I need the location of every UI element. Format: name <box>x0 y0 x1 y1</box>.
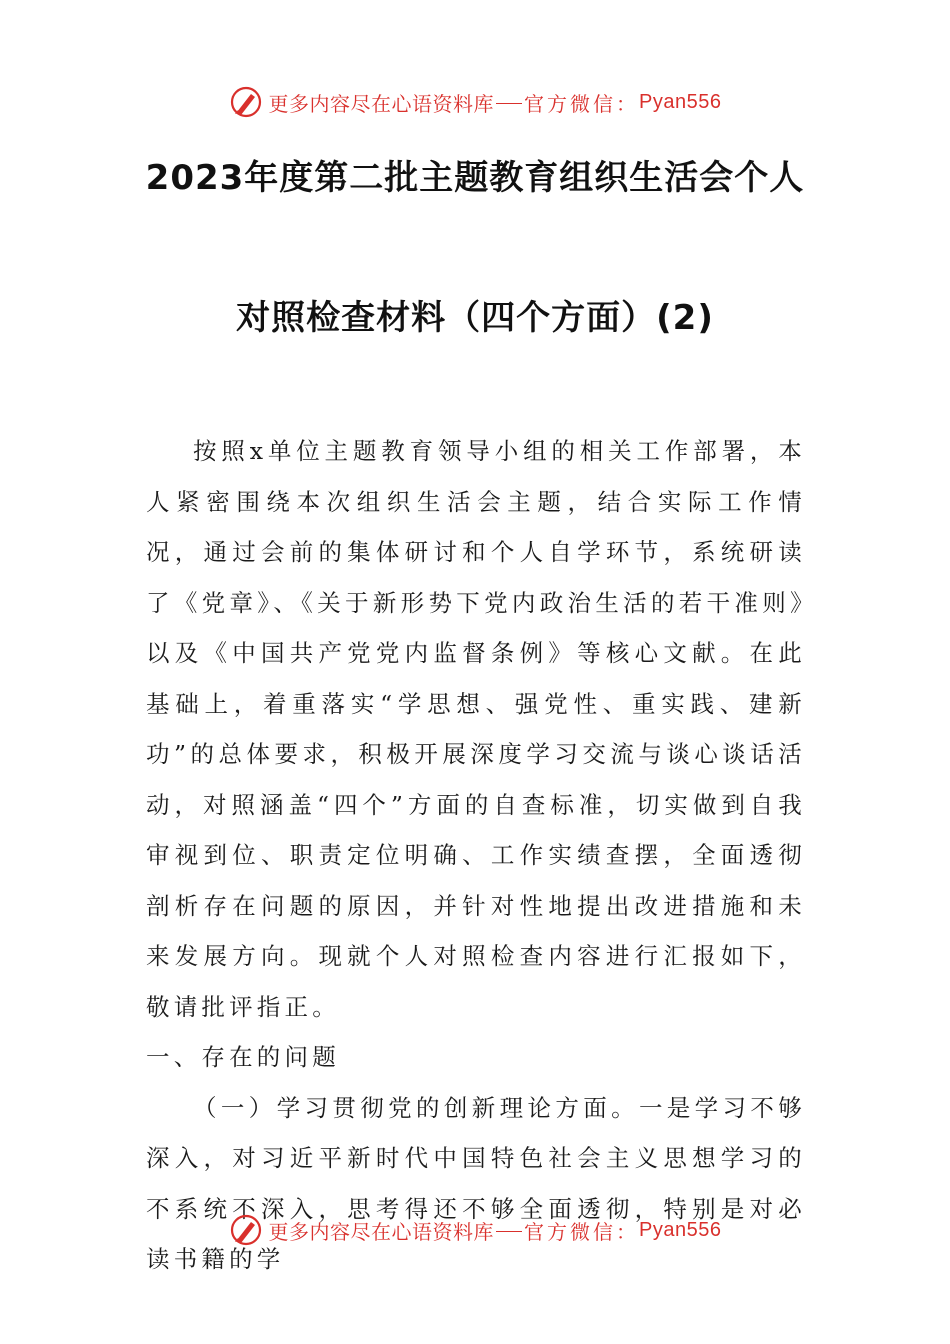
footer-wechat-label: 官方微信： <box>524 1219 640 1244</box>
body-paragraph-study: （一）学习贯彻党的创新理论方面。一是学习不够深入，对习近平新时代中国特色社会主义思想学习的不系统不深入，思考得还不够全面透彻，特别是对必读书籍的学 <box>146 1093 806 1273</box>
footer-dash <box>496 1231 522 1232</box>
footer-wechat-id: Pyan556 <box>639 1218 722 1241</box>
pen-circle-icon <box>229 85 263 119</box>
pen-circle-icon <box>229 1213 263 1247</box>
document-body <box>146 426 806 1285</box>
section-heading-text: 一、存在的问题 <box>146 1043 340 1071</box>
header-watermark-banner <box>0 82 950 122</box>
banner-dash <box>496 103 522 104</box>
document-title-line-1: 2023年度第二批主题教育组织生活会个人 <box>145 158 805 198</box>
body-paragraph-intro: 按照x单位主题教育领导小组的相关工作部署，本人紧密围绕本次组织生活会主题，结合实际工作情况，通过会前的集体研讨和个人自学环节，系统研读了《党章》、《关于新形势下党内政治生活的若干准则》以及《中国共产党党内监督条例》等核心文献。在此基础上，着重落实“学思想、强党性、重实践、建新功”的总体要求，积极开展深度学习交流与谈心谈话活动，对照涵盖“四个”方面的自查标准，切实做到自我审视到位、职责定位明确、工作实绩查摆，全面透彻剖析存在问题的原因，并针对性地提出改进措施和未来发展方向。现就个人对照检查内容进行汇报如下，敬请批评指正。 <box>146 437 806 1021</box>
banner-brand-text: 更多内容尽在心语资料库 <box>268 91 495 116</box>
footer-watermark-banner <box>0 1210 950 1250</box>
banner-wechat-label: 官方微信： <box>524 91 640 116</box>
document-title-line-2: 对照检查材料（四个方面）(2) <box>236 298 714 338</box>
section-heading-problems <box>146 1032 806 1083</box>
banner-wechat-id: Pyan556 <box>639 90 722 113</box>
footer-brand-text: 更多内容尽在心语资料库 <box>268 1219 495 1244</box>
